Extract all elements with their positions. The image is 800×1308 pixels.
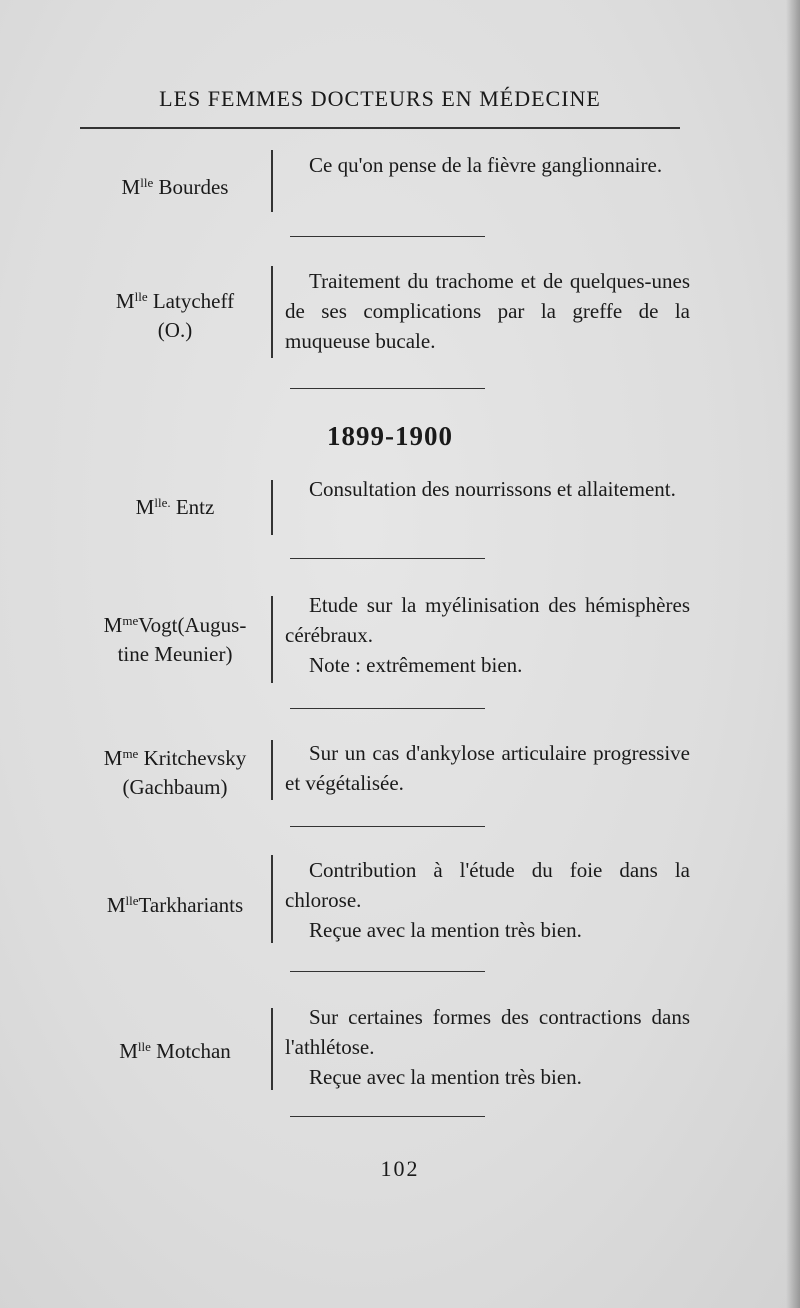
thesis-note: Reçue avec la mention très bien.	[309, 918, 582, 942]
page-edge-shadow	[786, 0, 800, 1308]
author-name: $M^{lle}$ Motchan	[119, 1039, 231, 1063]
running-head: LES FEMMES DOCTEURS EN MÉDECINE	[159, 86, 601, 111]
separator-rule	[290, 1116, 485, 1117]
author-name: $M^{lle}Tarkhariants$	[106, 893, 244, 917]
page-number: 102	[380, 1156, 420, 1181]
thesis-entry	[80, 853, 700, 953]
separator-rule	[290, 708, 485, 709]
vertical-bar	[271, 150, 273, 212]
thesis-entry	[80, 148, 700, 218]
header-rule	[80, 127, 680, 129]
vertical-bar	[271, 855, 273, 943]
thesis-note: Reçue avec la mention très bien.	[309, 1065, 582, 1089]
separator-rule	[290, 826, 485, 827]
thesis-entry	[80, 472, 700, 542]
author-name: $M^{lle}$ Latycheff (O.)	[115, 289, 235, 342]
thesis-title: Ce qu'on pense de la fièvre ganglionnaire.	[309, 153, 663, 177]
author-name: $M^{lle}$ Bourdes	[121, 175, 229, 199]
vertical-bar	[271, 596, 273, 683]
author-name: $M^{me}Vogt(Augus-$ tine Meunier)	[103, 613, 247, 666]
thesis-title: Consultation des nourrissons et allaitement.	[309, 477, 676, 501]
thesis-note: Note : extrêmement bien.	[309, 653, 523, 677]
thesis-title: Etude sur la myélinisation des hémisphères cérébraux. Note : extrêmement bien.	[285, 590, 690, 680]
thesis-entry	[80, 264, 700, 364]
author-name: $M^{me}$ Kritchevsky (Gachbaum)	[103, 746, 247, 799]
vertical-bar	[271, 740, 273, 800]
thesis-entry	[80, 1000, 700, 1100]
separator-rule	[290, 236, 485, 237]
thesis-title: Contribution à l'étude du foie dans la chlorose. Reçue avec la mention très bien.	[285, 855, 690, 945]
vertical-bar	[271, 266, 273, 358]
separator-rule	[290, 558, 485, 559]
thesis-title: Sur un cas d'ankylose articulaire progressive et végétalisée.	[285, 741, 690, 795]
separator-rule	[290, 388, 485, 389]
thesis-title: Sur certaines formes des contractions dans l'athlétose. Reçue avec la mention très bien.	[285, 1002, 690, 1092]
thesis-entry	[80, 588, 700, 688]
author-name: $M^{lle.}$ Entz	[135, 495, 215, 519]
separator-rule	[290, 971, 485, 972]
vertical-bar	[271, 480, 273, 535]
vertical-bar	[271, 1008, 273, 1090]
thesis-title: Traitement du trachome et de quelques-unes de ses complications par la greffe de la muqueuse bucale.	[285, 269, 690, 353]
year-heading: 1899-1900	[327, 421, 453, 451]
thesis-entry	[80, 736, 700, 806]
